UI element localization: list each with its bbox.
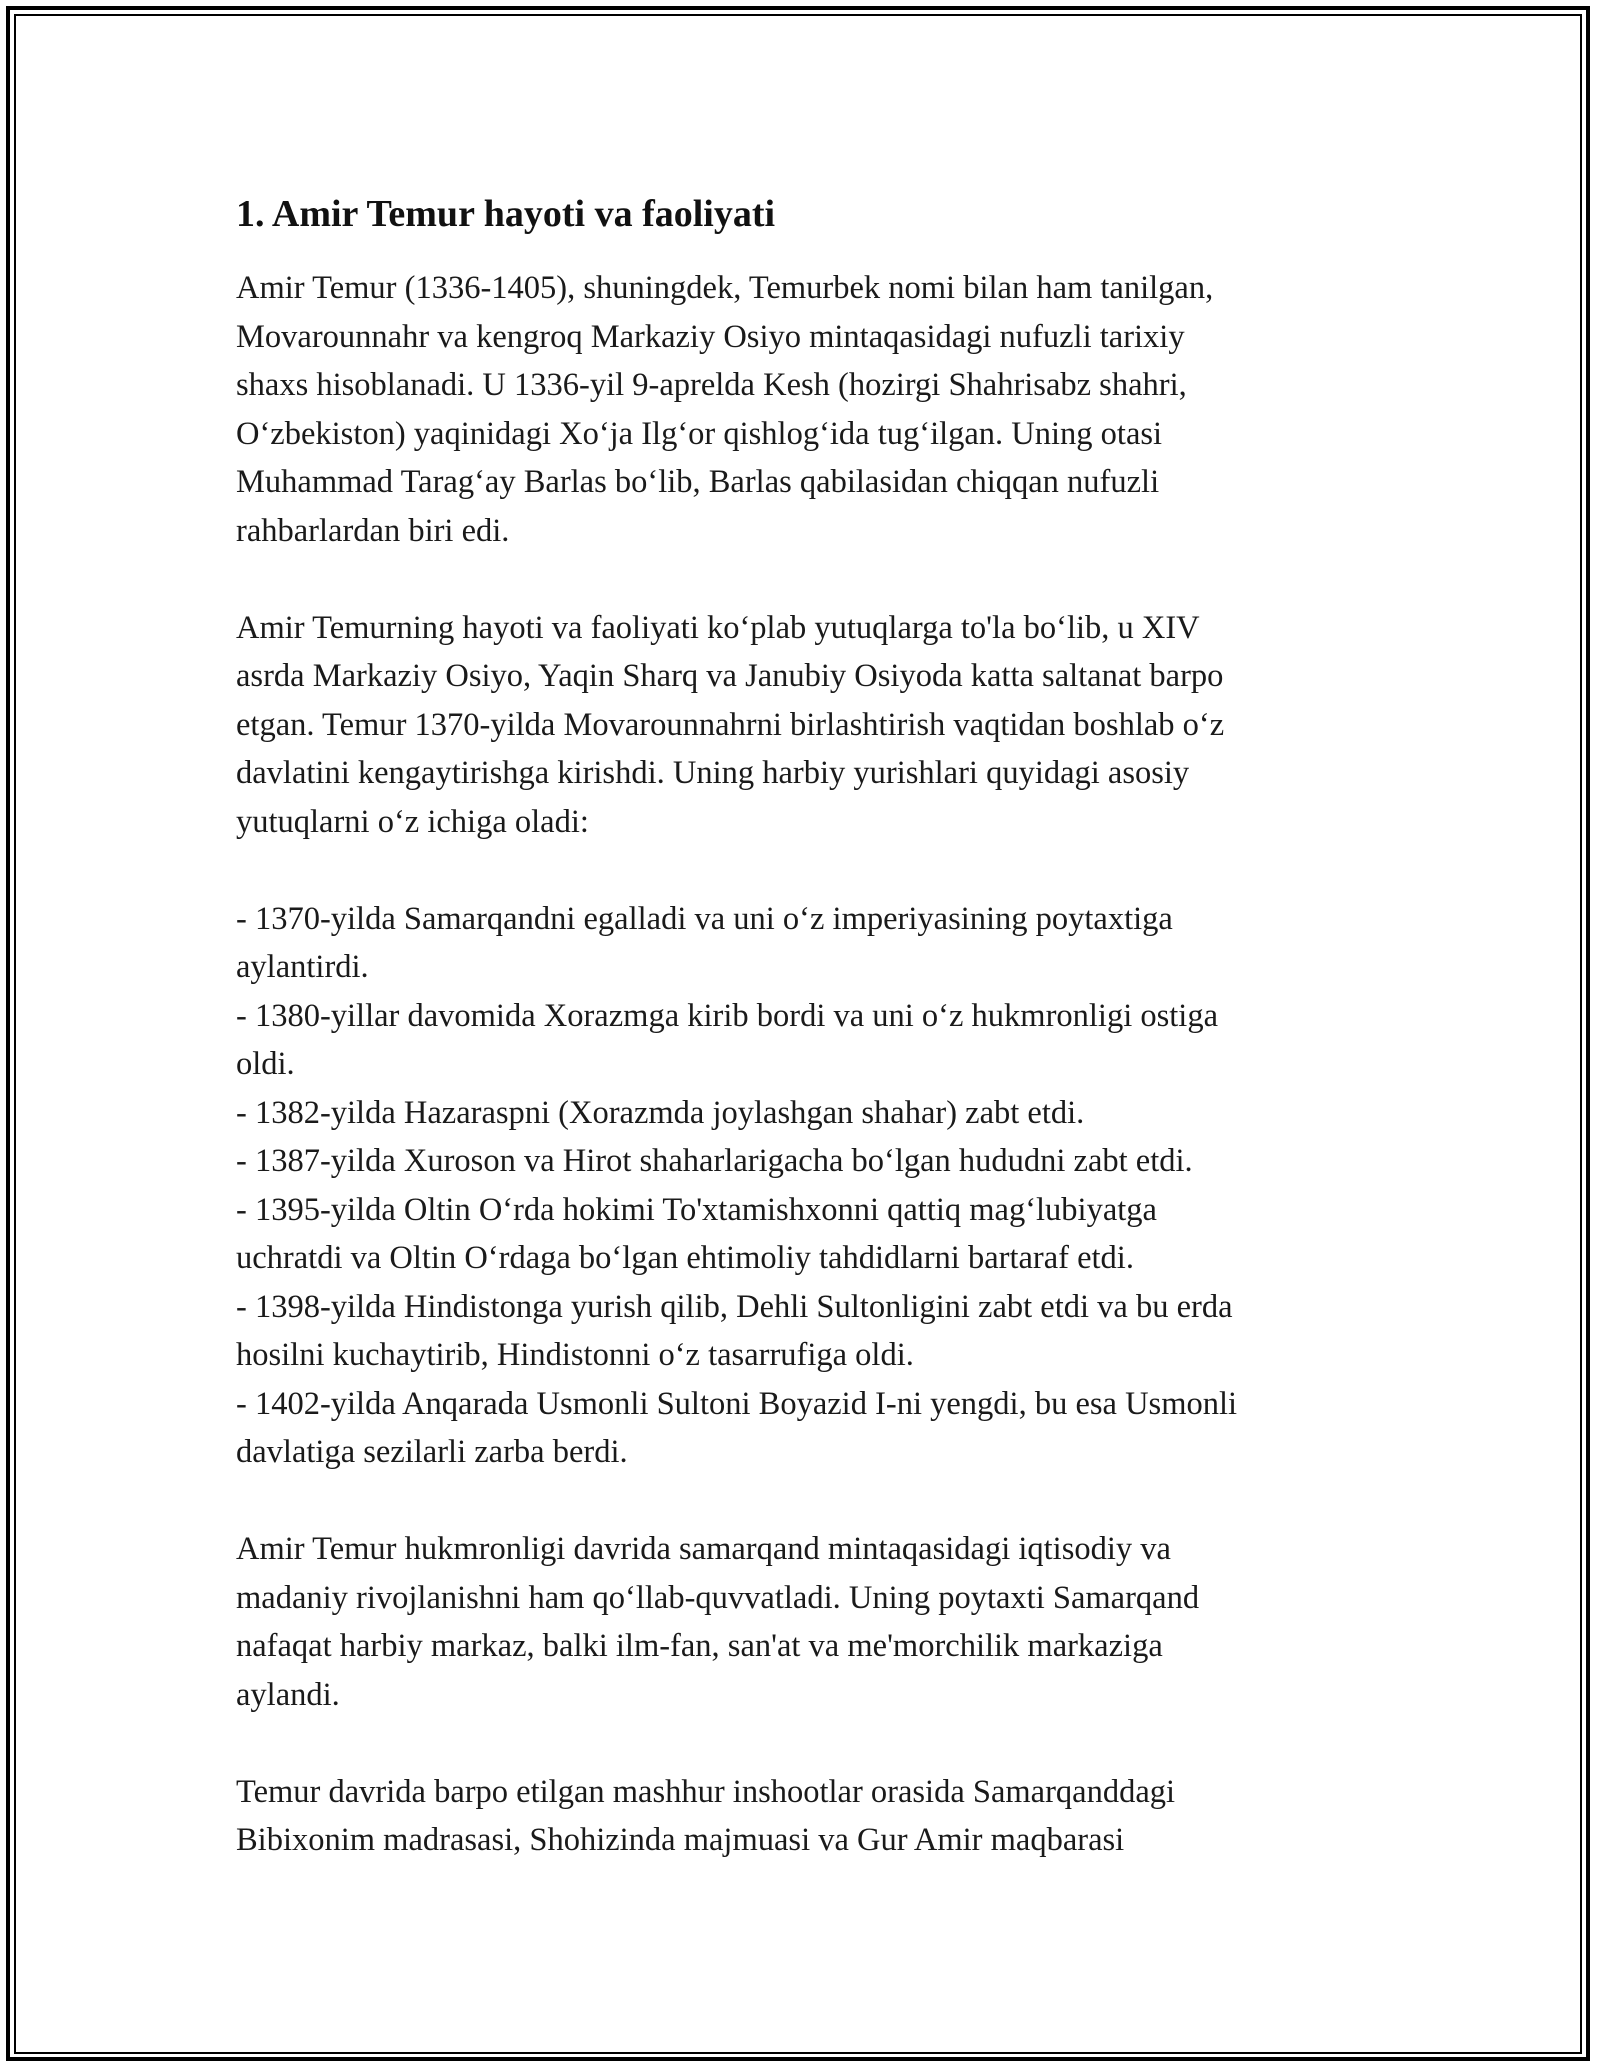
list-item: - 1370-yilda Samarqandni egalladi va uni o‘z imperiyasining poytaxtiga aylantirdi.	[236, 900, 1173, 985]
paragraph-intro: Amir Temur (1336-1405), shuningdek, Temurbek nomi bilan ham tanilgan, Movarounnahr va kengroq Markaziy Osiyo mintaqasidagi nufuzli tarixiy shaxs hisoblanadi. U 1336-yil 9-aprelda Kesh (hozirgi Shahrisabz shahri, O‘zbekiston) yaqinidagi Xo‘ja Ilg‘or qishlog‘ida tug‘ilgan. Uning otasi Muhammad Tarag‘ay Barlas bo‘lib, Barlas qabilasidan chiqqan nufuzli rahbarlardan biri edi.	[236, 270, 1214, 549]
paragraph-achievements: Amir Temurning hayoti va faoliyati ko‘plab yutuqlarga to'la bo‘lib, u XIV asrda Markaziy Osiyo, Yaqin Sharq va Janubiy Osiyoda katta saltanat barpo etgan. Temur 1370-yilda Movarounnahrni birlashtirish vaqtidan boshlab o‘z davlatini kengaytirishga kirishdi. Uning harbiy yurishlari quyidagi asosiy yutuqlarni o‘z ichiga oladi:	[236, 609, 1225, 840]
paragraph-spacer	[236, 1719, 1386, 1768]
list-item: - 1382-yilda Hazaraspni (Xorazmda joylashgan shahar) zabt etdi.	[236, 1094, 1085, 1131]
paragraph-spacer	[236, 846, 1386, 895]
list-item: - 1387-yilda Xuroson va Hirot shaharlarigacha bo‘lgan hududni zabt etdi.	[236, 1143, 1193, 1179]
list-item: - 1402-yilda Anqarada Usmonli Sultoni Boyazid I-ni yengdi, bu esa Usmonli davlatiga sezilarli zarba berdi.	[236, 1385, 1238, 1470]
paragraph-spacer	[236, 1477, 1386, 1526]
list-item: - 1395-yilda Oltin O‘rda hokimi To'xtamishxonni qattiq mag‘lubiyatga uchratdi va Oltin O‘rdaga bo‘lgan ehtimoliy tahdidlarni bartaraf etdi.	[236, 1191, 1157, 1276]
list-item: - 1380-yillar davomida Xorazmga kirib bordi va uni o‘z hukmronligi ostiga oldi.	[236, 997, 1218, 1082]
section-heading: 1. Amir Temur hayoti va faoliyati	[236, 193, 776, 235]
list-item: - 1398-yilda Hindistonga yurish qilib, Dehli Sultonligini zabt etdi va bu erda hosilni kuchaytirib, Hindistonni o‘z tasarrufiga oldi.	[236, 1288, 1233, 1373]
document-body	[236, 186, 1386, 1865]
paragraph-buildings: Temur davrida barpo etilgan mashhur inshootlar orasida Samarqanddagi Bibixonim madrasasi, Shohizinda majmuasi va Gur Amir maqbarasi	[236, 1773, 1176, 1858]
paragraph-spacer	[236, 555, 1386, 604]
campaign-list	[236, 895, 1386, 1477]
paragraph-economy: Amir Temur hukmronligi davrida samarqand mintaqasidagi iqtisodiy va madaniy rivojlanishni ham qo‘llab-quvvatladi. Uning poytaxti Samarqand nafaqat harbiy markaz, balki ilm-fan, san'at va me'morchilik markaziga aylandi.	[236, 1531, 1200, 1713]
